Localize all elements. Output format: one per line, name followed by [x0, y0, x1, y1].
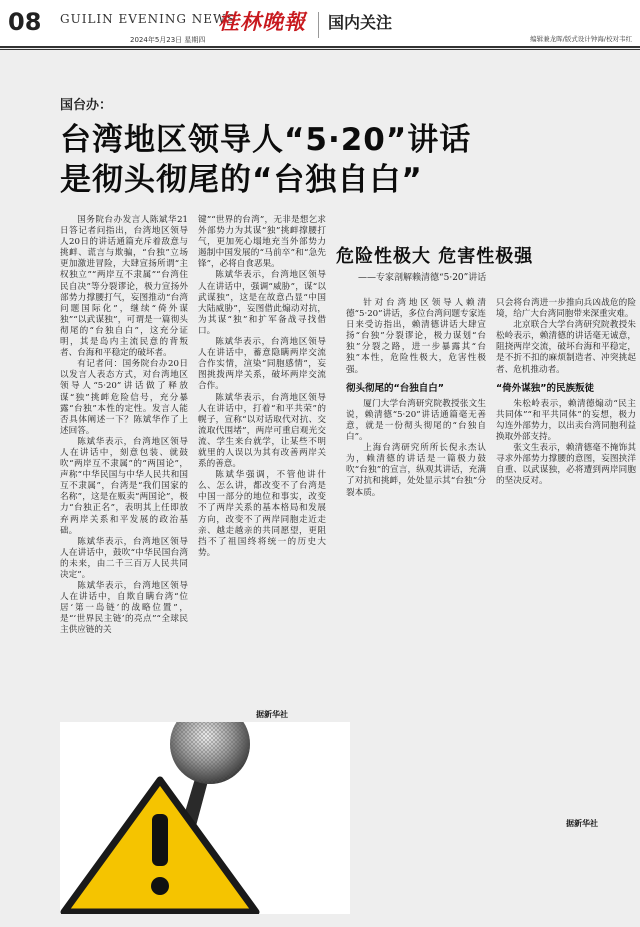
paragraph: 国务院台办发言人陈斌华21日答记者问指出，台湾地区领导人20日的讲话通篇充斥着敌意与挑衅、谎言与欺骗，“台独”立场更加激进冒险，大肆宣扬所谓“主权独立”“两岸互不隶属”“台湾住民自决”等分裂谬论，极力宣扬外部势力撑腰打气，妄图推动“台湾问题国际化”，继续“倚外谋独”“以武谋独”，可谓是一篇彻头彻尾的“台独自白”，这充分证明，其是岛内主流民意的背叛者、台海和平稳定的破坏者。 [60, 215, 188, 359]
article-column-2 [198, 215, 326, 559]
paragraph: 陈斌华表示，台湾地区领导人在讲话中，强调“威胁”，谋“以武谋独”，这是在故意凸显“中国大陆威胁”，妄图借此煽动对抗，为其谋“独”和扩军备战寻找借口。 [198, 270, 326, 336]
paragraph: 陈斌华表示，台湾地区领导人在讲话中，打着“和平共荣”的幌子，宣称“以对话取代对抗、交流取代围堵”，两岸可重启观光交流、学生来台就学，让某些不明就里的人误以为其有改善两岸关系的善意。 [198, 392, 326, 470]
paragraph: 陈斌华表示，台湾地区领导人在讲话中，鼓吹“中华民国台湾的未来，由二千三百万人民共同决定”。 [60, 536, 188, 580]
paragraph: 有记者问：国务院台办20日以发言人表态方式，对台湾地区领导人“5·20”讲话做了释放谋“独”挑衅危险信号，充分暴露“台独”本性的定性。发言人能否具体阐述一下？陈斌华作了上述回答。 [60, 359, 188, 436]
paragraph: 陈斌华表示，台湾地区领导人在讲话中，蓄意隐瞒两岸交流合作实情，渲染“同胞感情”，妄图挑拨两岸关系，破坏两岸交流合作。 [198, 337, 326, 392]
paragraph: 厦门大学台湾研究院教授张文生说，赖清德“5·20”讲话通篇毫无善意，就是一份彻头彻尾的“台独自白”。 [346, 398, 486, 443]
headline-line-2: 是彻头彻尾的“台独自白” [60, 162, 423, 198]
paragraph: 北京联合大学台湾研究院教授朱松岭表示，赖清德的讲话毫无诚意，阻挠两岸交流，破坏台海和平稳定，是不折不扣的麻烦制造者、冲突挑起者、危机推动者。 [496, 320, 636, 375]
commentary-source: 据新华社 [566, 819, 598, 828]
commentary-headline: 危险性极大 危害性极强 [336, 246, 534, 267]
article-source: 据新华社 [256, 710, 288, 719]
header-rule [0, 46, 640, 48]
paragraph: 只会将台湾进一步推向兵凶战危的险境，给广大台湾同胞带来深重灾难。 [496, 298, 636, 320]
paragraph: 朱松岭表示，赖清德煽动“民主共同体”“和平共同体”的妄想，极力勾连外部势力，以出卖台湾同胞利益换取外部支持。 [496, 398, 636, 443]
subheading: 彻头彻尾的“台独自白” [346, 382, 444, 394]
page-number: 08 [8, 8, 42, 36]
commentary-column-1 [346, 298, 486, 499]
article-column-1 [60, 215, 188, 637]
paper-name-en: GUILIN EVENING NEWS [60, 12, 236, 26]
article-kicker: 国台办： [60, 98, 113, 113]
paragraph: 键”“世界的台湾”，无非是想乞求外部势力为其谋“独”挑衅撑腰打气，更加死心塌地充当外部势力遏制中国发展的“马前卒”和“急先锋”，必将自食恶果。 [198, 215, 326, 270]
issue-date: 2024年5月23日 星期四 [130, 36, 206, 44]
editors-credit: 编辑兼龙晖/版式设计钟海/校对韦红 [530, 35, 632, 43]
paragraph: 陈斌华表示，台湾地区领导人在讲话中，自欺自瞒台湾“位居‘第一岛链’的战略位置”，是“‘世界民主链’的亮点”“全球民主供应链的关 [60, 581, 188, 636]
paragraph: 陈斌华强调，不管他讲什么、怎么讲，都改变不了台湾是中国一部分的地位和事实，改变不了两岸关系的基本格局和发展方向，改变不了两岸同胞走近走亲、越走越亲的共同愿望，更阻挡不了祖国终将统一的历史大势。 [198, 470, 326, 558]
paper-logo: 桂林晚報 [218, 9, 306, 34]
section-name: 国内关注 [328, 13, 393, 32]
commentary-column-2 [496, 298, 636, 488]
commentary-subheadline: ——专家剖解赖清德“5·20”讲话 [358, 273, 487, 283]
microphone-warning-photo [60, 722, 350, 914]
header-divider [318, 12, 319, 38]
paragraph: 上海台湾研究所所长倪永杰认为，赖清德的讲话是一篇极力鼓吹“台独”的宣言，纵观其讲话，充满了对抗和挑衅，处处显示其“台独”分裂本质。 [346, 443, 486, 498]
subheading: “倚外谋独”的民族叛徒 [496, 382, 594, 394]
header-rule-thin [0, 49, 640, 50]
paragraph: 张文生表示，赖清德毫不掩饰其寻求外部势力撑腰的意图，妄图挟洋自重、以武谋独，必将遭到两岸同胞的坚决反对。 [496, 443, 636, 487]
headline-line-1: 台湾地区领导人“5·20”讲话 [60, 122, 472, 158]
paragraph: 陈斌华表示，台湾地区领导人在讲话中，刻意包装、就鼓吹“两岸互不隶属”的“两国论”，声称“中华民国与中华人民共和国互不隶属”，台湾是“我们国家的名称”，这是在贩卖“两国论”，极力“台独正名”，表明其上任即放弃两岸关系和平发展的政治基础。 [60, 436, 188, 536]
paragraph: 针对台湾地区领导人赖清德“5·20”讲话，多位台湾问题专家连日来受访指出，赖清德讲话大肆宣扬“台独”分裂谬论，极力谋划“台独”分裂之路，进一步暴露其“台独”本性，危险性极大，危害性极强。 [346, 298, 486, 375]
